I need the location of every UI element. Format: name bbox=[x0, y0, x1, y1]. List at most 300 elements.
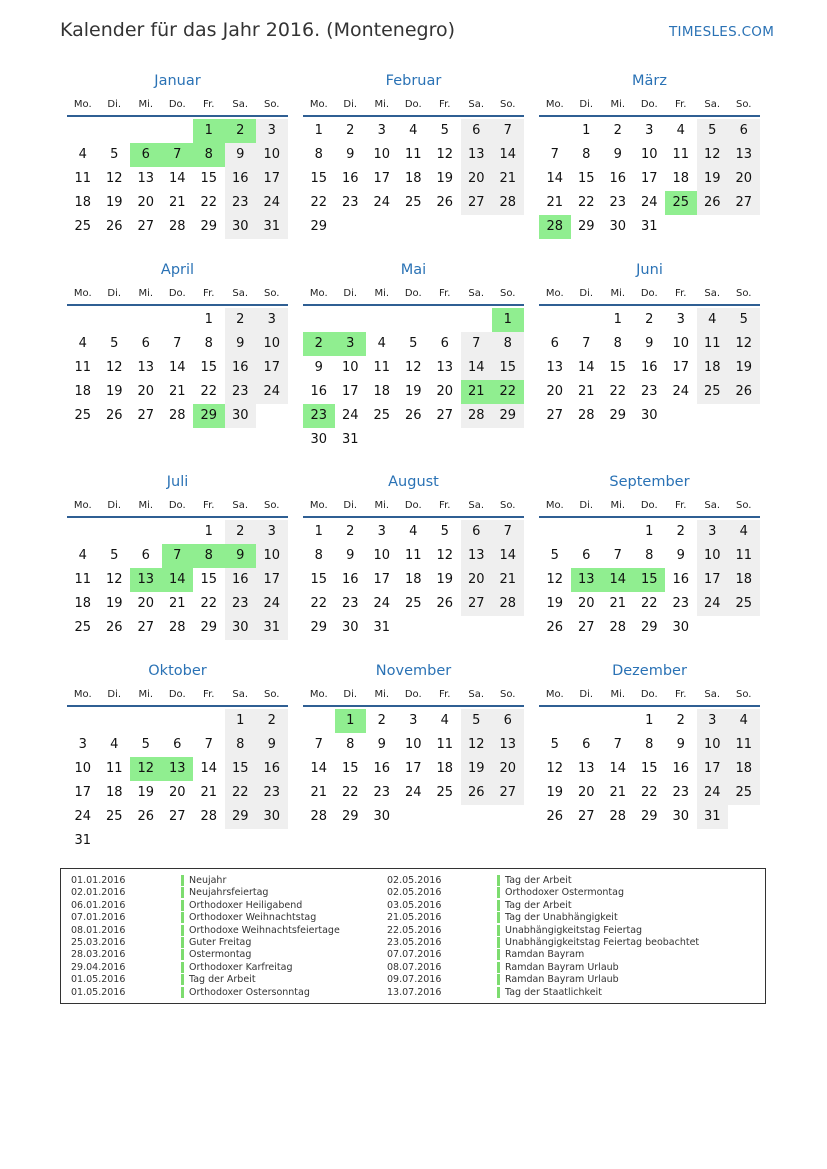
day-cell: 26 bbox=[697, 191, 729, 215]
day-cell: 2 bbox=[225, 308, 257, 332]
weekday-label: Sa. bbox=[468, 99, 485, 110]
day-cell: 5 bbox=[550, 737, 559, 752]
day-cell: 21 bbox=[609, 596, 627, 611]
day-cell: 9 bbox=[676, 548, 685, 563]
day-cell: 22 bbox=[200, 195, 218, 210]
day-cell: 19 bbox=[105, 596, 123, 611]
day-cell: 10 bbox=[404, 737, 422, 752]
weekday-label: Fr. bbox=[675, 689, 687, 700]
weekday-label: Mi. bbox=[138, 500, 154, 511]
holiday-day-cell: 1 bbox=[193, 119, 225, 143]
day-cell: 14 bbox=[200, 761, 218, 776]
day-cell: 11 bbox=[728, 733, 760, 757]
weekday-label: Do. bbox=[640, 500, 658, 511]
day-cell: 13 bbox=[461, 143, 493, 167]
day-cell: 17 bbox=[256, 356, 288, 380]
day-cell: 3 bbox=[697, 709, 729, 733]
day-cell: 5 bbox=[110, 548, 119, 563]
day-cell: 27 bbox=[436, 408, 454, 423]
day-cell: 10 bbox=[373, 548, 391, 563]
day-cell: 17 bbox=[697, 568, 729, 592]
day-cell: 30 bbox=[225, 404, 257, 428]
holiday-date: 28.03.2016 bbox=[71, 949, 126, 961]
day-cell: 23 bbox=[672, 785, 690, 800]
day-cell: 22 bbox=[200, 596, 218, 611]
day-cell: 20 bbox=[577, 596, 595, 611]
day-cell: 13 bbox=[492, 733, 524, 757]
day-cell: 26 bbox=[461, 781, 493, 805]
day-cell: 26 bbox=[436, 596, 454, 611]
day-cell: 26 bbox=[436, 195, 454, 210]
day-cell: 10 bbox=[640, 147, 658, 162]
day-cell: 31 bbox=[640, 219, 658, 234]
day-cell: 22 bbox=[200, 384, 218, 399]
day-cell: 28 bbox=[492, 191, 524, 215]
day-cell: 21 bbox=[310, 785, 328, 800]
weekday-label: Sa. bbox=[468, 288, 485, 299]
day-cell: 5 bbox=[110, 336, 119, 351]
day-cell: 24 bbox=[256, 191, 288, 215]
holiday-name: Tag der Unabhängigkeit bbox=[497, 912, 618, 923]
day-cell: 12 bbox=[404, 360, 422, 375]
day-cell: 6 bbox=[440, 336, 449, 351]
day-cell: 6 bbox=[582, 548, 591, 563]
weekday-label: Mi. bbox=[374, 500, 390, 511]
day-cell: 5 bbox=[110, 147, 119, 162]
weekday-label: Do. bbox=[404, 500, 422, 511]
day-cell: 19 bbox=[105, 384, 123, 399]
day-cell: 16 bbox=[256, 757, 288, 781]
day-cell: 12 bbox=[436, 147, 454, 162]
day-cell: 6 bbox=[492, 709, 524, 733]
page-title: Kalender für das Jahr 2016. (Montenegro) bbox=[60, 19, 456, 41]
day-cell: 23 bbox=[609, 195, 627, 210]
day-cell: 5 bbox=[440, 123, 449, 138]
day-cell: 23 bbox=[256, 781, 288, 805]
day-cell: 17 bbox=[697, 757, 729, 781]
day-cell: 20 bbox=[137, 596, 155, 611]
weekday-label: Do. bbox=[168, 288, 186, 299]
month-name: August bbox=[388, 474, 439, 490]
day-cell: 27 bbox=[461, 592, 493, 616]
day-cell: 30 bbox=[672, 620, 690, 635]
holiday-name: Orthodoxer Ostermontag bbox=[497, 887, 624, 898]
day-cell: 2 bbox=[256, 709, 288, 733]
day-cell: 6 bbox=[461, 119, 493, 143]
day-cell: 30 bbox=[225, 215, 257, 239]
day-cell: 9 bbox=[676, 737, 685, 752]
day-cell: 28 bbox=[609, 620, 627, 635]
weekday-label: Fr. bbox=[439, 288, 451, 299]
weekday-label: Mo. bbox=[309, 99, 328, 110]
day-cell: 31 bbox=[74, 833, 92, 848]
day-cell: 27 bbox=[728, 191, 760, 215]
weekday-label: Do. bbox=[168, 500, 186, 511]
holiday-day-cell: 3 bbox=[335, 332, 367, 356]
month-name: Juni bbox=[636, 262, 663, 278]
day-cell: 3 bbox=[78, 737, 87, 752]
weekday-header bbox=[67, 286, 288, 306]
weekday-label: Do. bbox=[404, 99, 422, 110]
day-cell: 9 bbox=[256, 733, 288, 757]
weekday-label: Sa. bbox=[704, 288, 721, 299]
day-cell: 8 bbox=[314, 548, 323, 563]
day-cell: 10 bbox=[373, 147, 391, 162]
day-cell: 30 bbox=[672, 809, 690, 824]
month-name: Februar bbox=[385, 73, 442, 89]
weekday-header bbox=[303, 286, 524, 306]
day-cell: 7 bbox=[461, 332, 493, 356]
day-cell: 11 bbox=[404, 548, 422, 563]
weekday-label: Mi. bbox=[138, 99, 154, 110]
weekday-label: So. bbox=[264, 99, 280, 110]
day-cell: 10 bbox=[672, 336, 690, 351]
day-cell: 28 bbox=[577, 408, 595, 423]
day-cell: 24 bbox=[341, 408, 359, 423]
holiday-date: 09.07.2016 bbox=[387, 974, 442, 986]
day-cell: 13 bbox=[137, 171, 155, 186]
holiday-name: Neujahr bbox=[181, 875, 226, 886]
weekday-label: So. bbox=[500, 99, 516, 110]
day-cell: 30 bbox=[341, 620, 359, 635]
day-cell: 30 bbox=[640, 408, 658, 423]
holiday-day-cell: 7 bbox=[162, 143, 194, 167]
day-cell: 31 bbox=[341, 432, 359, 447]
day-cell: 23 bbox=[640, 384, 658, 399]
day-cell: 24 bbox=[74, 809, 92, 824]
day-cell: 15 bbox=[640, 761, 658, 776]
day-cell: 29 bbox=[640, 620, 658, 635]
day-cell: 5 bbox=[409, 336, 418, 351]
day-cell: 1 bbox=[645, 713, 654, 728]
day-cell: 16 bbox=[225, 568, 257, 592]
weekday-label: Mi. bbox=[610, 99, 626, 110]
day-cell: 17 bbox=[404, 761, 422, 776]
day-cell: 3 bbox=[697, 520, 729, 544]
day-cell: 24 bbox=[373, 596, 391, 611]
day-cell: 15 bbox=[577, 171, 595, 186]
day-cell: 24 bbox=[373, 195, 391, 210]
day-cell: 29 bbox=[200, 620, 218, 635]
day-cell: 23 bbox=[672, 596, 690, 611]
weekday-label: So. bbox=[736, 99, 752, 110]
day-cell: 9 bbox=[377, 737, 386, 752]
day-cell: 13 bbox=[137, 360, 155, 375]
day-cell: 29 bbox=[200, 219, 218, 234]
day-cell: 7 bbox=[613, 737, 622, 752]
weekday-label: Mo. bbox=[73, 689, 92, 700]
day-cell: 21 bbox=[577, 384, 595, 399]
day-cell: 9 bbox=[346, 147, 355, 162]
day-cell: 8 bbox=[613, 336, 622, 351]
day-cell: 8 bbox=[492, 332, 524, 356]
day-cell: 20 bbox=[137, 384, 155, 399]
day-cell: 25 bbox=[404, 195, 422, 210]
weekday-label: So. bbox=[500, 288, 516, 299]
day-cell: 1 bbox=[645, 524, 654, 539]
holiday-date: 01.01.2016 bbox=[71, 875, 126, 886]
weekday-label: Di. bbox=[579, 288, 594, 299]
day-cell: 28 bbox=[609, 809, 627, 824]
day-cell: 28 bbox=[168, 620, 186, 635]
day-cell: 3 bbox=[377, 524, 386, 539]
day-cell: 6 bbox=[173, 737, 182, 752]
day-cell: 24 bbox=[404, 785, 422, 800]
day-cell: 27 bbox=[492, 781, 524, 805]
month-name: April bbox=[160, 262, 195, 278]
day-cell: 14 bbox=[492, 143, 524, 167]
day-cell: 4 bbox=[697, 308, 729, 332]
day-cell: 27 bbox=[461, 191, 493, 215]
day-cell: 24 bbox=[256, 592, 288, 616]
holiday-day-cell: 14 bbox=[602, 568, 634, 592]
weekday-label: Di. bbox=[107, 500, 122, 511]
day-cell: 19 bbox=[728, 356, 760, 380]
day-cell: 30 bbox=[225, 616, 257, 640]
day-cell: 18 bbox=[74, 195, 92, 210]
day-cell: 18 bbox=[105, 785, 123, 800]
day-cell: 28 bbox=[492, 592, 524, 616]
day-cell: 23 bbox=[373, 785, 391, 800]
weekday-label: Do. bbox=[640, 99, 658, 110]
day-cell: 2 bbox=[225, 520, 257, 544]
day-cell: 25 bbox=[74, 620, 92, 635]
day-cell: 29 bbox=[609, 408, 627, 423]
day-cell: 28 bbox=[200, 809, 218, 824]
day-cell: 16 bbox=[225, 356, 257, 380]
day-cell: 14 bbox=[609, 761, 627, 776]
day-cell: 11 bbox=[105, 761, 123, 776]
day-cell: 26 bbox=[546, 620, 564, 635]
holiday-name: Ostermontag bbox=[181, 949, 251, 960]
day-cell: 19 bbox=[697, 167, 729, 191]
day-cell: 25 bbox=[697, 380, 729, 404]
day-cell: 25 bbox=[404, 596, 422, 611]
day-cell: 17 bbox=[341, 384, 359, 399]
day-cell: 12 bbox=[105, 360, 123, 375]
day-cell: 28 bbox=[310, 809, 328, 824]
holiday-day-cell: 13 bbox=[571, 568, 603, 592]
day-cell: 3 bbox=[256, 520, 288, 544]
holiday-day-cell: 2 bbox=[225, 119, 257, 143]
day-cell: 24 bbox=[672, 384, 690, 399]
day-cell: 17 bbox=[256, 167, 288, 191]
day-cell: 18 bbox=[672, 171, 690, 186]
weekday-label: Di. bbox=[343, 288, 358, 299]
day-cell: 29 bbox=[640, 809, 658, 824]
weekday-label: Fr. bbox=[439, 99, 451, 110]
weekday-label: Do. bbox=[404, 689, 422, 700]
day-cell: 6 bbox=[141, 336, 150, 351]
day-cell: 9 bbox=[225, 332, 257, 356]
day-cell: 10 bbox=[74, 761, 92, 776]
day-cell: 16 bbox=[609, 171, 627, 186]
day-cell: 15 bbox=[200, 171, 218, 186]
day-cell: 18 bbox=[697, 356, 729, 380]
day-cell: 4 bbox=[78, 548, 87, 563]
day-cell: 31 bbox=[256, 215, 288, 239]
day-cell: 17 bbox=[74, 785, 92, 800]
weekday-label: Mo. bbox=[545, 288, 564, 299]
day-cell: 8 bbox=[204, 336, 213, 351]
day-cell: 28 bbox=[168, 408, 186, 423]
day-cell: 31 bbox=[256, 616, 288, 640]
holiday-day-cell: 23 bbox=[303, 404, 335, 428]
day-cell: 30 bbox=[373, 809, 391, 824]
day-cell: 18 bbox=[436, 761, 454, 776]
month-name: November bbox=[375, 663, 452, 679]
day-cell: 26 bbox=[546, 809, 564, 824]
day-cell: 10 bbox=[256, 544, 288, 568]
day-cell: 27 bbox=[137, 219, 155, 234]
day-cell: 22 bbox=[225, 781, 257, 805]
day-cell: 16 bbox=[672, 761, 690, 776]
day-cell: 23 bbox=[225, 380, 257, 404]
weekday-label: Sa. bbox=[232, 689, 249, 700]
day-cell: 24 bbox=[256, 380, 288, 404]
holiday-day-cell: 14 bbox=[162, 568, 194, 592]
day-cell: 16 bbox=[640, 360, 658, 375]
day-cell: 27 bbox=[137, 620, 155, 635]
day-cell: 13 bbox=[546, 360, 564, 375]
day-cell: 2 bbox=[645, 312, 654, 327]
day-cell: 5 bbox=[440, 524, 449, 539]
day-cell: 16 bbox=[225, 167, 257, 191]
holiday-name: Unabhängigkeitstag Feiertag bbox=[497, 925, 642, 936]
day-cell: 16 bbox=[373, 761, 391, 776]
weekday-header bbox=[539, 498, 760, 518]
day-cell: 2 bbox=[346, 524, 355, 539]
day-cell: 6 bbox=[582, 737, 591, 752]
day-cell: 17 bbox=[640, 171, 658, 186]
day-cell: 26 bbox=[404, 408, 422, 423]
day-cell: 31 bbox=[697, 805, 729, 829]
day-cell: 12 bbox=[546, 572, 564, 587]
day-cell: 26 bbox=[105, 408, 123, 423]
day-cell: 17 bbox=[672, 360, 690, 375]
day-cell: 11 bbox=[404, 147, 422, 162]
holiday-day-cell: 7 bbox=[162, 544, 194, 568]
day-cell: 21 bbox=[168, 596, 186, 611]
weekday-label: So. bbox=[736, 288, 752, 299]
day-cell: 26 bbox=[728, 380, 760, 404]
weekday-label: So. bbox=[264, 288, 280, 299]
holiday-date: 03.05.2016 bbox=[387, 899, 442, 911]
day-cell: 9 bbox=[314, 360, 323, 375]
weekday-label: Mo. bbox=[73, 288, 92, 299]
day-cell: 1 bbox=[613, 312, 622, 327]
day-cell: 4 bbox=[110, 737, 119, 752]
day-cell: 24 bbox=[697, 592, 729, 616]
day-cell: 7 bbox=[204, 737, 213, 752]
holiday-day-cell: 13 bbox=[130, 568, 162, 592]
day-cell: 12 bbox=[105, 572, 123, 587]
day-cell: 11 bbox=[373, 360, 391, 375]
day-cell: 1 bbox=[582, 123, 591, 138]
day-cell: 16 bbox=[672, 572, 690, 587]
day-cell: 14 bbox=[577, 360, 595, 375]
day-cell: 27 bbox=[137, 408, 155, 423]
site-link[interactable]: TIMESLES.COM bbox=[669, 24, 775, 40]
day-cell: 25 bbox=[74, 408, 92, 423]
holiday-name: Neujahrsfeiertag bbox=[181, 887, 268, 898]
day-cell: 18 bbox=[404, 171, 422, 186]
day-cell: 11 bbox=[74, 572, 92, 587]
day-cell: 4 bbox=[409, 524, 418, 539]
day-cell: 23 bbox=[341, 596, 359, 611]
holiday-name: Orthodoxe Weihnachtsfeiertage bbox=[181, 925, 340, 936]
weekday-label: Mo. bbox=[545, 99, 564, 110]
weekday-label: Fr. bbox=[203, 689, 215, 700]
holiday-day-cell: 1 bbox=[492, 308, 524, 332]
weekday-label: Mi. bbox=[138, 689, 154, 700]
day-cell: 4 bbox=[676, 123, 685, 138]
day-cell: 21 bbox=[168, 195, 186, 210]
weekday-label: Di. bbox=[107, 288, 122, 299]
holiday-name: Orthodoxer Heiligabend bbox=[181, 900, 302, 911]
day-cell: 8 bbox=[645, 548, 654, 563]
day-cell: 17 bbox=[256, 568, 288, 592]
day-cell: 22 bbox=[341, 785, 359, 800]
day-cell: 2 bbox=[676, 524, 685, 539]
day-cell: 7 bbox=[492, 119, 524, 143]
day-cell: 21 bbox=[200, 785, 218, 800]
day-cell: 4 bbox=[377, 336, 386, 351]
day-cell: 14 bbox=[461, 356, 493, 380]
holiday-date: 22.05.2016 bbox=[387, 924, 442, 936]
weekday-label: Di. bbox=[579, 689, 594, 700]
day-cell: 19 bbox=[436, 572, 454, 587]
weekday-label: Mo. bbox=[309, 500, 328, 511]
day-cell: 22 bbox=[310, 195, 328, 210]
holiday-date: 13.07.2016 bbox=[387, 986, 442, 998]
weekday-label: Di. bbox=[343, 689, 358, 700]
day-cell: 15 bbox=[310, 171, 328, 186]
day-cell: 21 bbox=[492, 568, 524, 592]
day-cell: 20 bbox=[577, 785, 595, 800]
day-cell: 27 bbox=[168, 809, 186, 824]
weekday-label: Mi. bbox=[374, 288, 390, 299]
day-cell: 26 bbox=[137, 809, 155, 824]
weekday-label: Sa. bbox=[232, 500, 249, 511]
day-cell: 15 bbox=[492, 356, 524, 380]
day-cell: 27 bbox=[546, 408, 564, 423]
day-cell: 15 bbox=[310, 572, 328, 587]
holiday-day-cell: 8 bbox=[193, 143, 225, 167]
weekday-header bbox=[67, 687, 288, 707]
day-cell: 9 bbox=[613, 147, 622, 162]
day-cell: 20 bbox=[168, 785, 186, 800]
holiday-name: Guter Freitag bbox=[181, 937, 251, 948]
weekday-label: Sa. bbox=[704, 500, 721, 511]
holiday-date: 02.05.2016 bbox=[387, 887, 442, 899]
weekday-label: Di. bbox=[107, 99, 122, 110]
day-cell: 16 bbox=[310, 384, 328, 399]
holiday-day-cell: 12 bbox=[130, 757, 162, 781]
day-cell: 10 bbox=[256, 332, 288, 356]
day-cell: 19 bbox=[546, 596, 564, 611]
day-cell: 29 bbox=[492, 404, 524, 428]
day-cell: 7 bbox=[173, 336, 182, 351]
holiday-name: Orthodoxer Weihnachtstag bbox=[181, 912, 316, 923]
holiday-date: 08.01.2016 bbox=[71, 924, 126, 936]
day-cell: 3 bbox=[256, 308, 288, 332]
day-cell: 12 bbox=[546, 761, 564, 776]
day-cell: 14 bbox=[546, 171, 564, 186]
weekday-label: Fr. bbox=[203, 288, 215, 299]
day-cell: 2 bbox=[676, 713, 685, 728]
weekday-label: Mo. bbox=[73, 99, 92, 110]
